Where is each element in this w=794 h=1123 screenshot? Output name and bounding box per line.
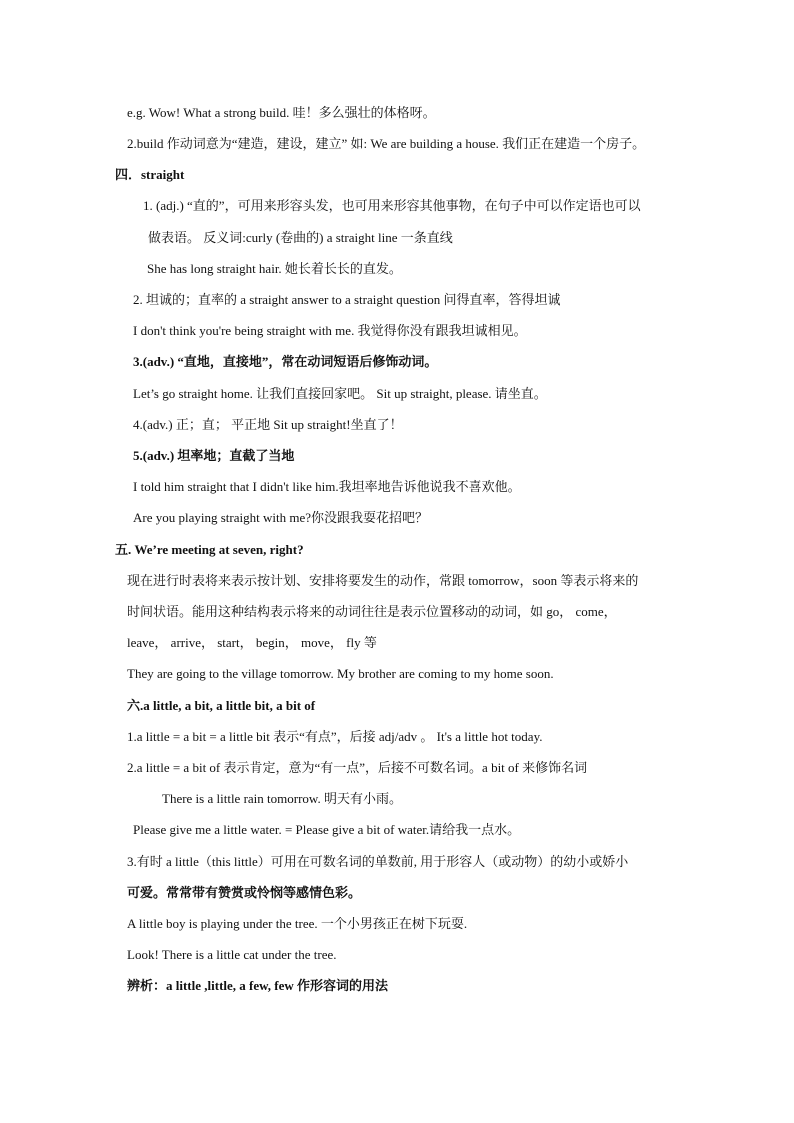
a-little-rule-1: 1.a little = a bit = a little bit 表示“有点”，后接 adj/adv 。 It's a little hot today.	[127, 729, 543, 744]
a-little-rule-3-cont: 可爱。常常带有赞赏或怜悯等感情色彩。	[127, 885, 362, 900]
straight-frank-definition: 2. 坦诚的；直率的 a straight answer to a straight question 问得直率，答得坦诚	[133, 292, 561, 307]
example-line: Are you playing straight with me?你没跟我耍花招吧？	[133, 510, 428, 525]
section-heading-meeting: 五. We’re meeting at seven, right?	[115, 542, 304, 557]
section-heading-a-little: 六.a little, a bit, a little bit, a bit of	[127, 698, 316, 713]
straight-adv-upright: 4.(adv.) 正；直； 平正地 Sit up straight!坐直了！	[133, 417, 403, 432]
motion-verbs-list: leave， arrive， start， begin， move， fly 等	[127, 635, 377, 650]
example-line: e.g. Wow! What a strong build. 哇！多么强壮的体格呀。	[127, 105, 436, 120]
straight-adj-continued: 做表语。 反义词:curly (卷曲的) a straight line 一条直线	[148, 230, 453, 245]
example-line: Let’s go straight home. 让我们直接回家吧。 Sit up straight, please. 请坐直。	[133, 386, 547, 401]
present-progressive-explanation-cont: 时间状语。能用这种结构表示将来的动词往往是表示位置移动的动词，如 go， come，	[127, 604, 617, 619]
example-line: They are going to the village tomorrow. My brother are coming to my home soon.	[127, 666, 554, 681]
example-line: She has long straight hair. 她长着长长的直发。	[147, 261, 402, 276]
example-line: Look! There is a little cat under the tree.	[127, 947, 337, 962]
section-heading-straight: 四．straight	[115, 167, 185, 182]
comparison-heading: 辨析：a little ,little, a few, few 作形容词的用法	[127, 978, 389, 993]
straight-adj-definition: 1. (adj.) “直的”，可用来形容头发，也可用来形容其他事物，在句子中可以作定语也可以	[143, 198, 641, 213]
example-line: A little boy is playing under the tree. 一个小男孩正在树下玩耍.	[127, 916, 468, 931]
example-line: There is a little rain tomorrow. 明天有小雨。	[162, 791, 402, 806]
a-little-rule-3: 3.有时 a little（this little）可用在可数名词的单数前, 用于形容人（或动物）的幼小或娇小	[127, 854, 629, 869]
example-line: Please give me a little water. = Please give a bit of water.请给我一点水。	[133, 822, 521, 837]
present-progressive-explanation: 现在进行时表将来表示按计划、安排将要发生的动作，常跟 tomorrow，soon 等表示将来的	[127, 573, 639, 588]
example-line: I told him straight that I didn't like him.我坦率地告诉他说我不喜欢他。	[133, 479, 521, 494]
straight-adv-definition: 3.(adv.) “直地，直接地”，常在动词短语后修饰动词。	[133, 354, 438, 369]
straight-adv-frankly: 5.(adv.) 坦率地；直截了当地	[133, 448, 295, 463]
build-verb-line: 2.build 作动词意为“建造，建设，建立” 如: We are building a house. 我们正在建造一个房子。	[127, 136, 646, 151]
a-little-rule-2: 2.a little = a bit of 表示肯定，意为“有一点”，后接不可数名词。a bit of 来修饰名词	[127, 760, 588, 775]
example-line: I don't think you're being straight with me. 我觉得你没有跟我坦诚相见。	[133, 323, 527, 338]
